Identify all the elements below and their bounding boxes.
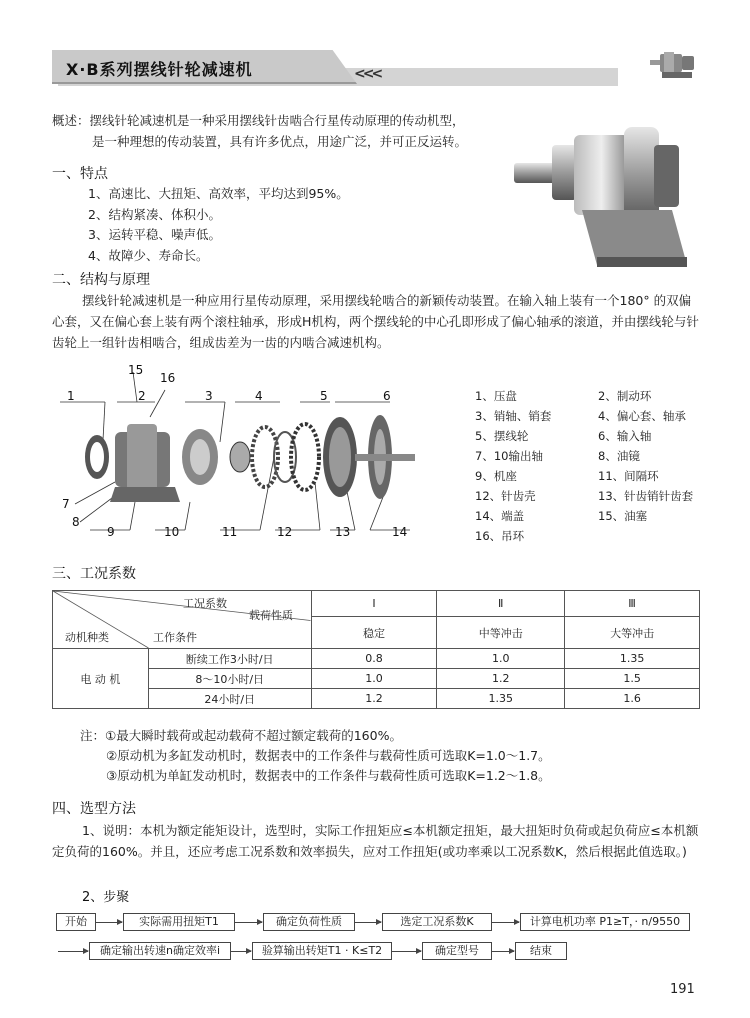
flow-arrow	[355, 922, 381, 923]
callout-label: 3	[205, 389, 213, 403]
intro-line-1: 概述：摆线针轮减速机是一种采用摆线针齿啮合行星传动原理的传动机型，	[52, 113, 465, 128]
part-item: 14、端盖	[475, 509, 525, 523]
level-cell: Ⅱ	[437, 591, 565, 617]
flow-step: 计算电机功率 P1≥T，· n/9550	[520, 913, 690, 931]
section-heading-coefficient: 三、工况系数	[52, 566, 136, 582]
flow-step: 确定型号	[422, 942, 492, 960]
part-item: 12、针齿壳	[475, 489, 536, 503]
callout-label: 14	[392, 525, 408, 539]
callout-label: 10	[164, 525, 180, 539]
title-bar	[52, 50, 612, 86]
callout-label: 15	[128, 363, 144, 377]
flow-arrow	[58, 951, 88, 952]
part-item: 6、输入轴	[598, 429, 652, 443]
intro-text	[52, 110, 502, 152]
callout-label: 13	[335, 525, 351, 539]
value-cell: 1.2	[311, 689, 437, 709]
part-item: 11、间隔环	[598, 469, 659, 483]
condition-cell: 断续工作3小时/日	[148, 649, 311, 669]
callout-label: 8	[72, 515, 80, 529]
section-heading-features: 一、特点	[52, 166, 108, 182]
flow-arrow	[235, 922, 262, 923]
chevrons-icon: <<<	[354, 66, 381, 82]
flow-step: 实际需用扭矩T1	[123, 913, 235, 931]
part-item: 16、吊环	[475, 529, 525, 543]
condition-cell: 8～10小时/日	[148, 669, 311, 689]
service-factor-table	[52, 590, 700, 709]
header-motor-label: 动机种类	[65, 631, 109, 644]
part-item: 2、制动环	[598, 389, 652, 403]
features-list	[88, 184, 349, 266]
table-row	[53, 649, 700, 669]
value-cell: 1.35	[437, 689, 565, 709]
note-item: 注：①最大瞬时载荷或起动载荷不超过额定载荷的160%。	[80, 728, 402, 743]
flow-step-start: 开始	[56, 913, 96, 931]
part-item: 4、偏心套、轴承	[598, 409, 686, 423]
part-item: 9、机座	[475, 469, 517, 483]
load-type-cell: 中等冲击	[437, 617, 565, 649]
level-cell: Ⅰ	[311, 591, 437, 617]
callout-label: 5	[320, 389, 328, 403]
flow-step: 验算输出转矩T1 · K≤T2	[252, 942, 392, 960]
callout-label: 1	[67, 389, 75, 403]
callout-label: 4	[255, 389, 263, 403]
condition-cell: 24小时/日	[148, 689, 311, 709]
value-cell: 0.8	[311, 649, 437, 669]
callout-label: 6	[383, 389, 391, 403]
callout-label: 12	[277, 525, 293, 539]
steps-heading: 2、步聚	[82, 890, 130, 905]
value-cell: 1.6	[565, 689, 700, 709]
value-cell: 1.35	[565, 649, 700, 669]
exploded-view-diagram	[55, 362, 475, 542]
load-type-cell: 大等冲击	[565, 617, 700, 649]
flow-arrow	[492, 951, 514, 952]
value-cell: 1.0	[437, 649, 565, 669]
part-item: 15、油塞	[598, 509, 648, 523]
intro-line-2: 是一种理想的传动装置，具有许多优点，用途广泛，并可正反运转。	[92, 134, 468, 149]
table-header-diagonal	[53, 591, 312, 649]
callout-label: 16	[160, 371, 176, 385]
flow-step: 确定负荷性质	[263, 913, 355, 931]
reducer-thumbnail-image	[650, 48, 700, 80]
part-item: 5、摆线轮	[475, 429, 529, 443]
flow-step: 确定输出转速n确定效率i	[89, 942, 231, 960]
note-item: ②原动机为多缸发动机时，数据表中的工作条件与载荷性质可选取K=1.0～1.7。	[106, 748, 551, 763]
flow-arrow	[231, 951, 251, 952]
flow-arrow	[392, 951, 421, 952]
level-cell: Ⅲ	[565, 591, 700, 617]
reducer-product-image	[512, 115, 692, 275]
section-heading-selection: 四、选型方法	[52, 801, 136, 817]
part-item: 13、针齿销针齿套	[598, 489, 694, 503]
table-row	[53, 689, 700, 709]
selection-paragraph: 1、说明：本机为额定能矩设计，选型时，实际工作扭矩应≤本机额定扭矩，最大扭矩时负荷或起负荷应≤本机额定负荷的160%。并且，还应考虑工况系数和效率损失，应对工作扭矩(或功率乘以工况系数K，然后根据此值选取。)	[52, 823, 699, 859]
feature-item: 1、高速比、大扭矩、高效率，平均达到95%。	[88, 186, 349, 201]
value-cell: 1.5	[565, 669, 700, 689]
note-item: ③原动机为单缸发动机时，数据表中的工作条件与载荷性质可选取K=1.2～1.8。	[106, 768, 551, 783]
flow-step-end: 结束	[515, 942, 567, 960]
callout-label: 9	[107, 525, 115, 539]
flow-arrow	[96, 922, 122, 923]
table-notes	[80, 726, 551, 786]
flow-step: 选定工况系数K	[382, 913, 492, 931]
feature-item: 2、结构紧凑、体积小。	[88, 206, 221, 222]
callout-label: 7	[62, 497, 70, 511]
part-item: 8、油镜	[598, 449, 640, 463]
motor-cell: 电 动 机	[53, 649, 149, 709]
part-item: 3、销轴、销套	[475, 409, 552, 423]
header-condition-label: 工作条件	[153, 631, 197, 644]
value-cell: 1.2	[437, 669, 565, 689]
feature-item: 3、运转平稳、噪声低。	[88, 227, 221, 242]
header-load-label: 载荷性质	[249, 609, 293, 622]
feature-item: 4、故障少、寿命长。	[88, 247, 209, 263]
header-coef-label: 工况系数	[183, 597, 227, 610]
structure-paragraph: 摆线针轮减速机是一种应用行星传动原理，采用摆线轮啮合的新颖传动装置。在输入轴上装有一个180° 的双偏心套，又在偏心套上装有两个滚柱轴承，形成H机构，两个摆线轮的中心孔即形成了偏心轴承的滚道，并由摆线轮与针齿轮上一组针齿相啮合，组成齿差为一齿的内啮合减速机构。	[52, 293, 699, 350]
callout-label: 11	[222, 525, 238, 539]
flow-arrow	[492, 922, 519, 923]
part-item: 1、压盘	[475, 389, 517, 403]
table-row	[53, 669, 700, 689]
part-item: 7、10输出轴	[475, 449, 543, 463]
section-heading-structure: 二、结构与原理	[52, 272, 150, 288]
value-cell: 1.0	[311, 669, 437, 689]
page-number: 191	[670, 982, 695, 997]
page-title: X·B系列摆线针轮减速机	[66, 60, 253, 79]
callout-label: 2	[138, 389, 146, 403]
load-type-cell: 稳定	[311, 617, 437, 649]
